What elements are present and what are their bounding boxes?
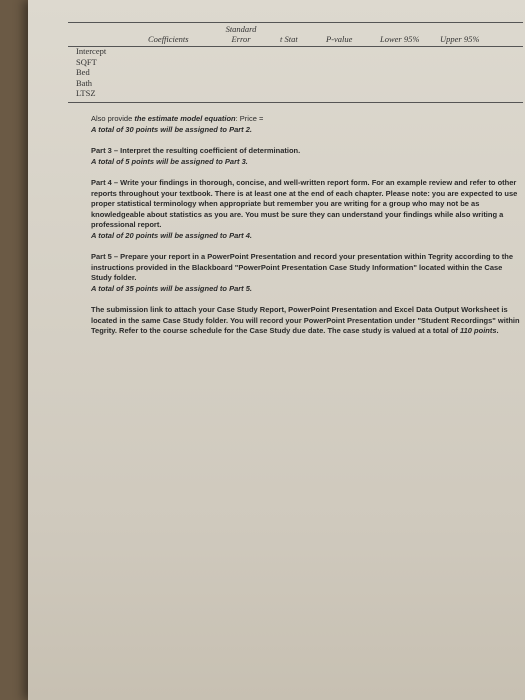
row-label-bed: Bed <box>76 67 90 77</box>
part3-points: A total of 5 points will be assigned to Part 3. <box>91 156 248 166</box>
header-lower-95: Lower 95% <box>380 34 420 44</box>
part4-text: Part 4 – Write your findings in thorough, concise, and well-written report form. For an example review and refer to other reports throughout your textbook. There is at least one at the end of each chapter. Please note: you are expected to use proper statistical terminology when appropriate but remember you are writing for a group who may not be as knowledgeable about statistics as you are. You must be sure they can understand your findings while also writing a professional report. <box>91 178 518 229</box>
header-upper-95: Upper 95% <box>440 34 480 44</box>
part2-points: A total of 30 points will be assigned to Part 2. <box>91 124 252 134</box>
row-label-sqft: SQFT <box>76 56 97 67</box>
row-label-bath: Bath <box>76 77 93 88</box>
table-bottom-rule <box>68 102 523 103</box>
part2-equation-line: Also provide the estimate model equation: Price = <box>91 114 264 123</box>
row-label-intercept: Intercept <box>76 46 107 56</box>
header-t-stat: t Stat <box>280 34 298 44</box>
table-top-rule <box>68 22 523 23</box>
document-page <box>28 0 525 700</box>
regression-output-table <box>68 22 523 104</box>
part5-text: Part 5 – Prepare your report in a PowerPoint Presentation and record your presentation within Tegrity according to the instructions provided in the Blackboard "PowerPoint Presentation Case Study Information" located within the Case Study folder. <box>91 252 514 282</box>
part3-text: Part 3 – Interpret the resulting coefficient of determination. <box>91 146 301 155</box>
row-label-ltsz: LTSZ <box>76 88 96 98</box>
part5-points: A total of 35 points will be assigned to Part 5. <box>91 283 252 293</box>
header-standard-error: Standard Error <box>225 24 257 44</box>
header-p-value: P-value <box>326 34 353 44</box>
part4-points: A total of 20 points will be assigned to Part 4. <box>91 230 252 240</box>
instructions-body <box>91 114 521 337</box>
table-header-rule <box>68 46 523 47</box>
header-coefficients: Coefficients <box>148 34 189 44</box>
submission-text: The submission link to attach your Case Study Report, PowerPoint Presentation and Excel Data Output Worksheet is located in the same Case Study folder. You will record your PowerPoint Presentation under "Student Recordings" within Tegrity. Refer to the course schedule for the Case Study due date. The case study is valued at a total of 110 points. <box>91 305 520 335</box>
